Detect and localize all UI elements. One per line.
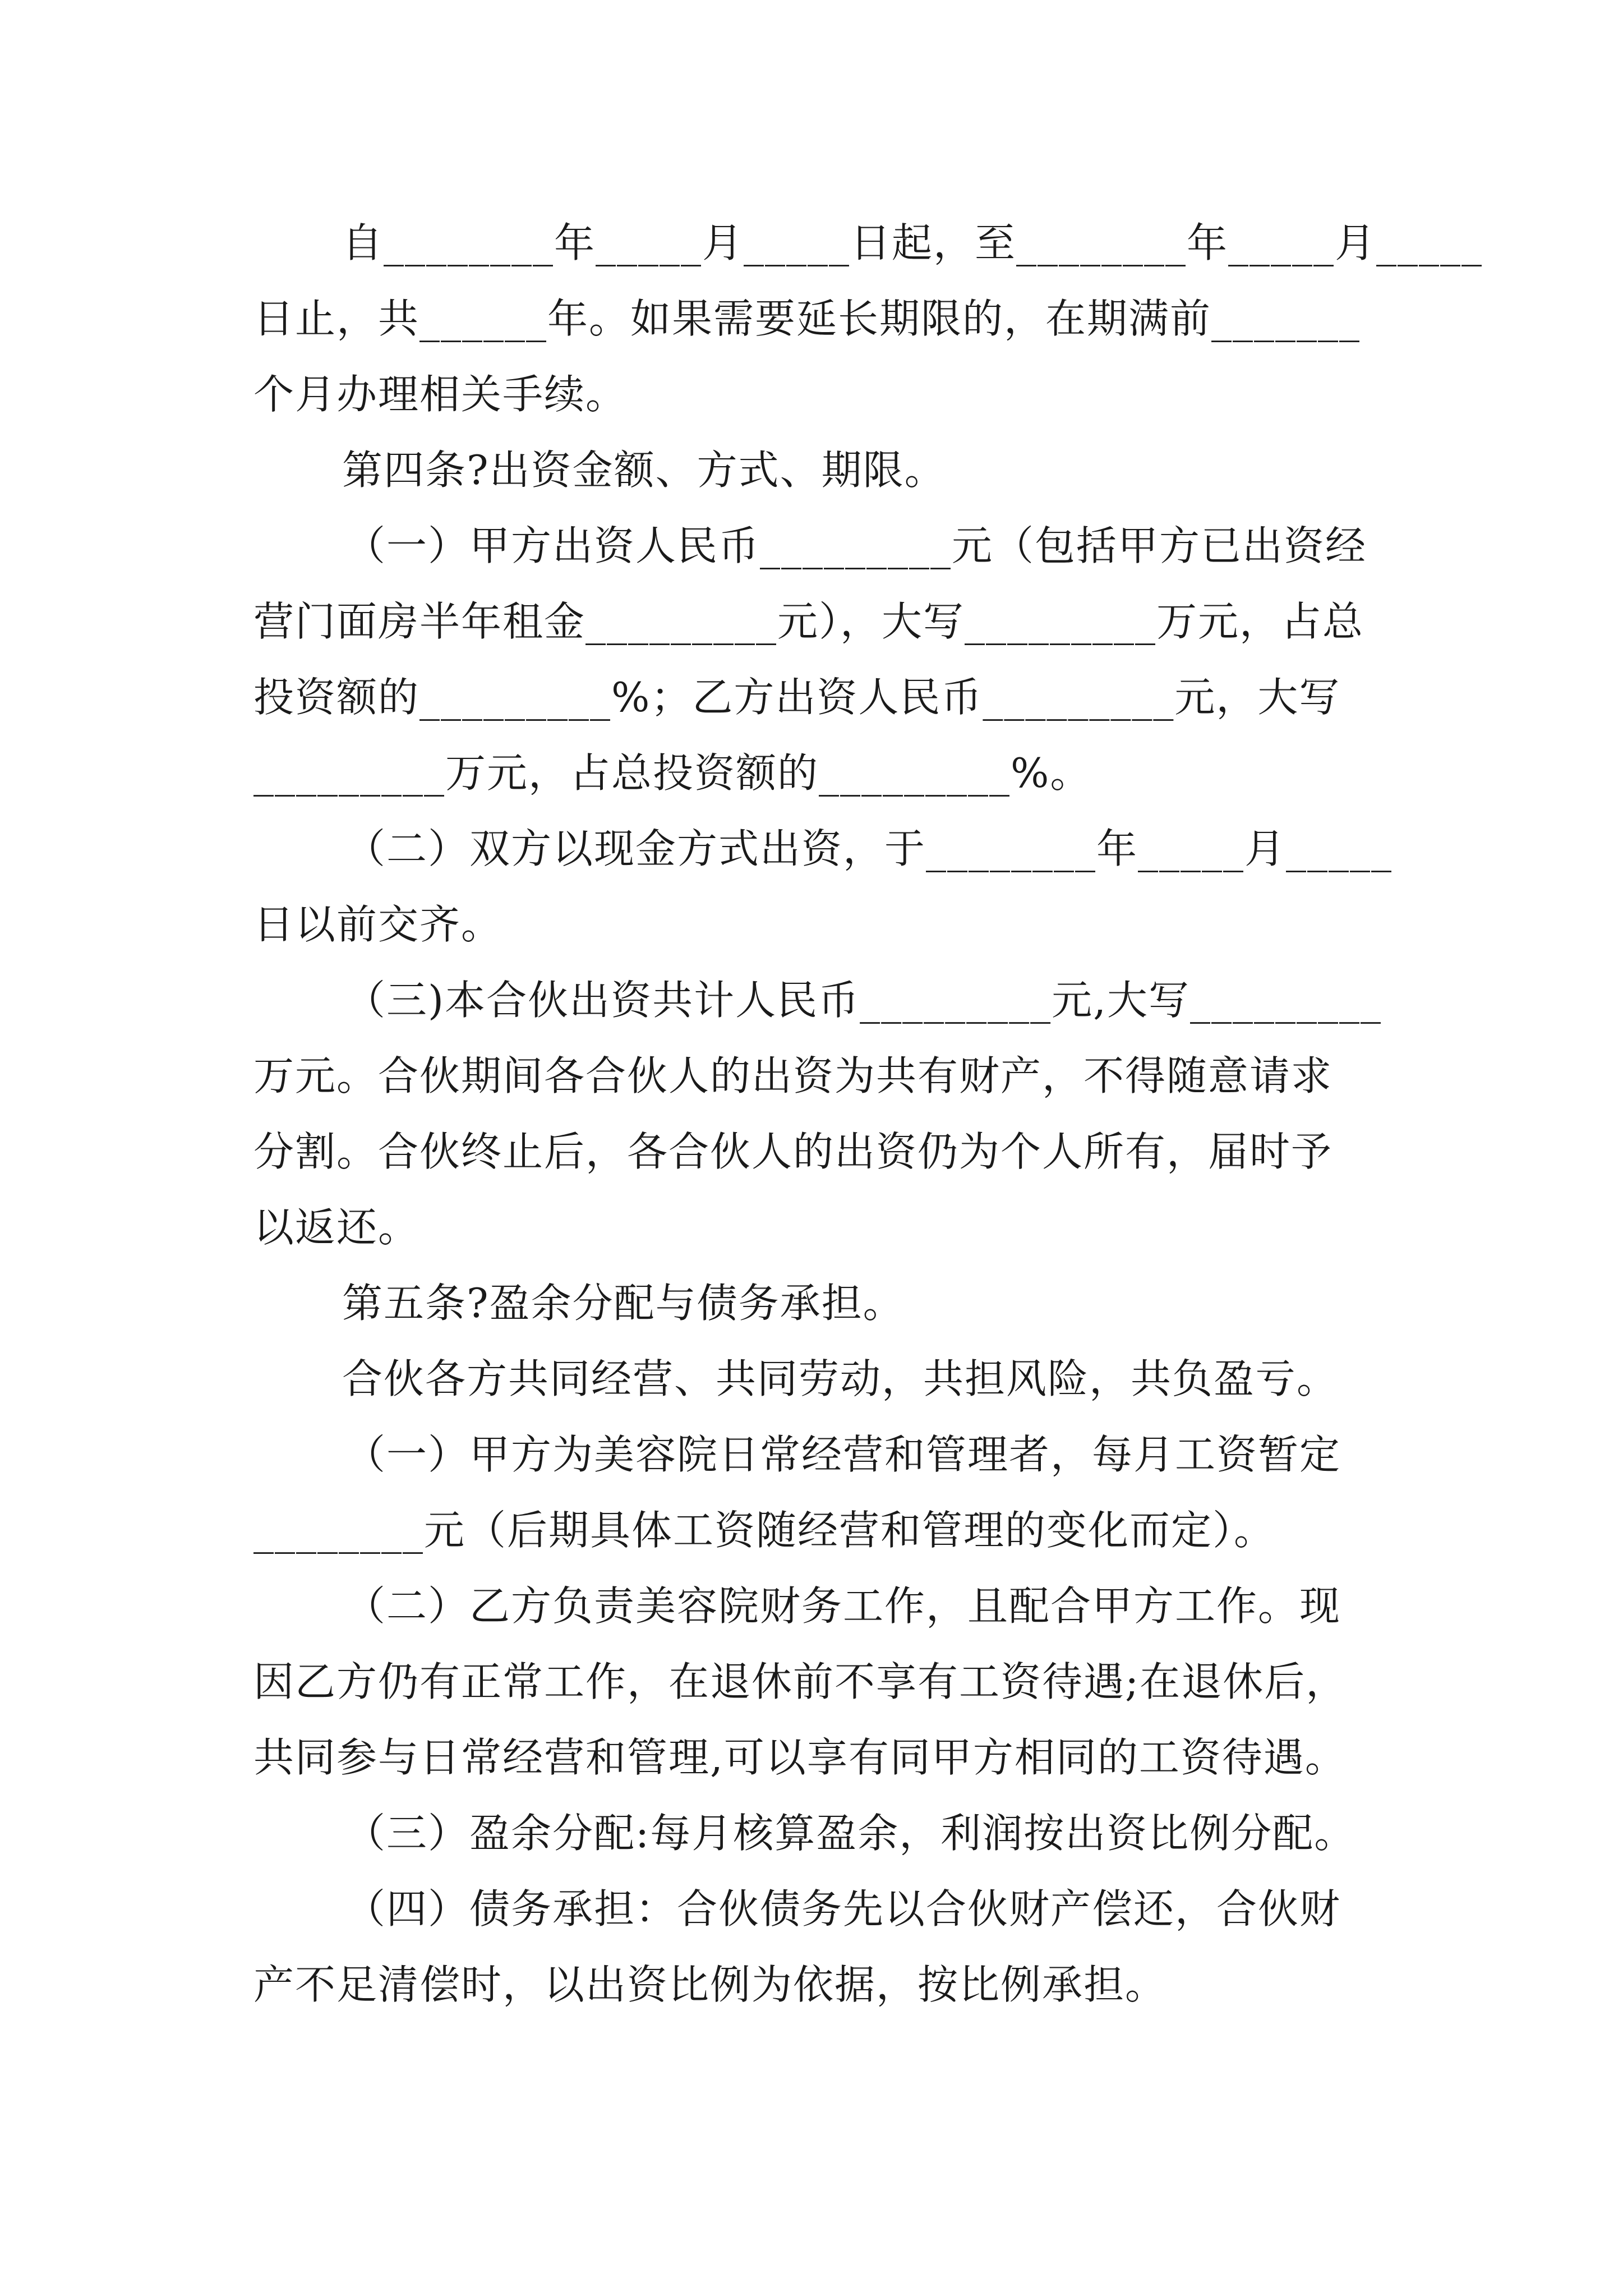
text-line-8: _________万元，占总投资额的_________%。	[253, 749, 1092, 797]
text-line-20: 因乙方仍有正常工作，在退休前不享有工资待遇;在退休后，	[253, 1658, 1348, 1705]
text-line-1: 自________年_____月_____日起，至________年_____月_____	[342, 219, 1483, 266]
text-line-16: 合伙各方共同经营、共同劳动，共担风险，共负盈亏。	[342, 1355, 1339, 1402]
text-line-19: （二）乙方负责美容院财务工作，且配合甲方工作。现	[345, 1582, 1341, 1630]
text-line-11: （三)本合伙出资共计人民币_________元,大写_________	[345, 977, 1382, 1024]
text-line-5: （一）甲方出资人民币_________元（包括甲方已出资经	[345, 522, 1367, 569]
text-line-15: 第五条?盈余分配与债务承担。	[342, 1280, 905, 1327]
text-line-24: 产不足清偿时，以出资比例为依据，按比例承担。	[253, 1961, 1167, 2008]
text-line-23: （四）债务承担：合伙债务先以合伙财产偿还，合伙财	[345, 1885, 1341, 1932]
text-line-18: ________元（后期具体工资随经营和管理的变化而定）。	[253, 1507, 1276, 1554]
text-line-17: （一）甲方为美容院日常经营和管理者，每月工资暂定	[345, 1431, 1341, 1478]
text-line-13: 分割。合伙终止后，各合伙人的出资仍为个人所有，届时予	[253, 1128, 1333, 1175]
text-line-7: 投资额的_________%；乙方出资人民币_________元，大写	[253, 674, 1341, 721]
text-line-3: 个月办理相关手续。	[253, 371, 628, 418]
text-line-6: 营门面房半年租金_________元），大写_________万元，占总	[253, 598, 1364, 645]
text-line-14: 以返还。	[253, 1204, 420, 1251]
text-line-22: （三）盈余分配:每月核算盈余，利润按出资比例分配。	[345, 1810, 1356, 1857]
text-line-12: 万元。合伙期间各合伙人的出资为共有财产，不得随意请求	[253, 1052, 1333, 1099]
text-line-21: 共同参与日常经营和管理,可以享有同甲方相同的工资待遇。	[253, 1734, 1347, 1781]
text-line-10: 日以前交齐。	[253, 901, 503, 948]
text-line-2: 日止，共______年。如果需要延长期限的，在期满前_______	[253, 295, 1361, 342]
text-line-9: （二）双方以现金方式出资，于________年_____月_____	[345, 825, 1393, 872]
text-line-4: 第四条?出资金额、方式、期限。	[342, 447, 946, 494]
